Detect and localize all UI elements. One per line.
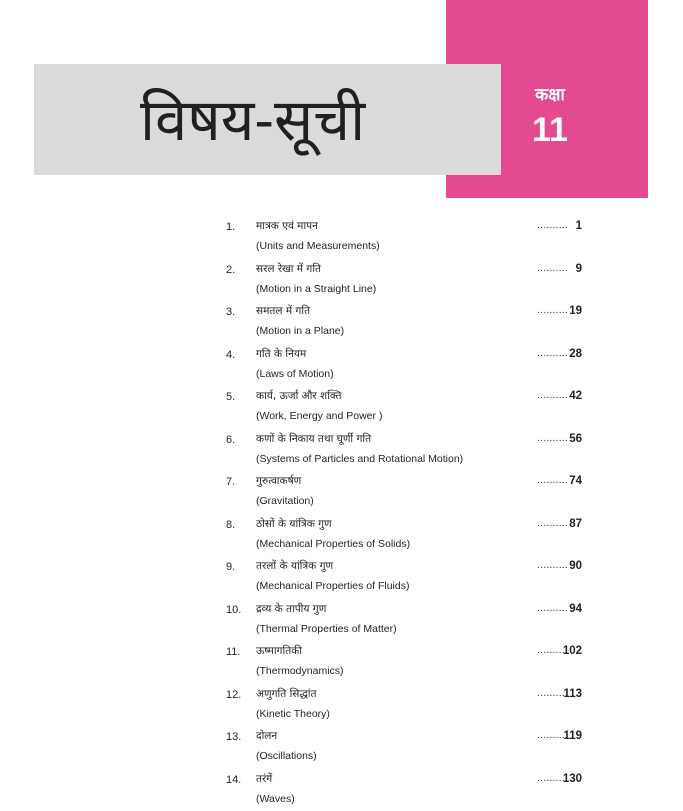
page-number: 56 — [556, 431, 582, 447]
toc-entry[interactable] — [226, 471, 596, 514]
toc-entry[interactable] — [226, 726, 596, 769]
dot-leader: .......... — [528, 643, 568, 659]
dot-leader: .......... — [528, 431, 568, 447]
chapter-title-hindi: अणुगति सिद्धांत — [256, 686, 516, 702]
chapter-title-english: (Thermal Properties of Matter) — [256, 622, 546, 636]
toc-entry[interactable] — [226, 556, 596, 599]
dot-leader: .......... — [528, 558, 568, 574]
chapter-number: 11. — [226, 644, 256, 660]
toc-entry[interactable] — [226, 301, 596, 344]
class-number: 11 — [510, 110, 590, 150]
toc-entry[interactable] — [226, 429, 596, 472]
page-title: विषय-सूची — [140, 72, 470, 168]
chapter-number: 13. — [226, 729, 256, 745]
chapter-number: 1. — [226, 219, 256, 235]
table-of-contents — [226, 216, 596, 811]
chapter-title-english: (Oscillations) — [256, 749, 546, 763]
dot-leader: .......... — [528, 473, 568, 489]
dot-leader: .......... — [528, 388, 568, 404]
chapter-title-hindi: कार्य, ऊर्जा और शक्ति — [256, 388, 516, 404]
chapter-title-english: (Work, Energy and Power ) — [256, 409, 546, 423]
chapter-title-hindi: कणों के निकाय तथा घूर्णी गति — [256, 431, 516, 447]
chapter-title-english: (Waves) — [256, 792, 546, 806]
chapter-number: 5. — [226, 389, 256, 405]
page-number: 74 — [556, 473, 582, 489]
class-label: कक्षा — [510, 84, 590, 106]
dot-leader: .......... — [528, 218, 568, 234]
chapter-title-english: (Laws of Motion) — [256, 367, 546, 381]
page-number: 94 — [556, 601, 582, 617]
chapter-title-english: (Kinetic Theory) — [256, 707, 546, 721]
page-number: 87 — [556, 516, 582, 532]
chapter-title-hindi: ठोसों के यांत्रिक गुण — [256, 516, 516, 532]
chapter-title-english: (Gravitation) — [256, 494, 546, 508]
chapter-number: 10. — [226, 602, 256, 618]
chapter-title-hindi: दोलन — [256, 728, 516, 744]
page-number: 102 — [556, 643, 582, 659]
dot-leader: .......... — [528, 303, 568, 319]
chapter-number: 6. — [226, 432, 256, 448]
toc-entry[interactable] — [226, 344, 596, 387]
chapter-title-english: (Motion in a Plane) — [256, 324, 546, 338]
chapter-title-english: (Motion in a Straight Line) — [256, 282, 546, 296]
chapter-title-english: (Units and Measurements) — [256, 239, 546, 253]
chapter-title-hindi: द्रव्य के तापीय गुण — [256, 601, 516, 617]
toc-entry[interactable] — [226, 769, 596, 811]
chapter-number: 12. — [226, 687, 256, 703]
chapter-title-hindi: तरलों के यांत्रिक गुण — [256, 558, 516, 574]
page-number: 1 — [556, 218, 582, 234]
page-number: 130 — [556, 771, 582, 787]
dot-leader: .......... — [528, 346, 568, 362]
dot-leader: .......... — [528, 771, 568, 787]
chapter-title-english: (Systems of Particles and Rotational Motion) — [256, 452, 546, 466]
page-number: 9 — [556, 261, 582, 277]
dot-leader: .......... — [528, 261, 568, 277]
page-number: 113 — [556, 686, 582, 702]
dot-leader: .......... — [528, 601, 568, 617]
toc-entry[interactable] — [226, 684, 596, 727]
toc-entry[interactable] — [226, 514, 596, 557]
chapter-title-hindi: गति के नियम — [256, 346, 516, 362]
chapter-title-hindi: समतल में गति — [256, 303, 516, 319]
chapter-title-english: (Mechanical Properties of Solids) — [256, 537, 546, 551]
toc-entry[interactable] — [226, 216, 596, 259]
toc-entry[interactable] — [226, 386, 596, 429]
chapter-title-english: (Mechanical Properties of Fluids) — [256, 579, 546, 593]
chapter-title-hindi: तरंगें — [256, 771, 516, 787]
chapter-title-hindi: गुरुत्वाकर्षण — [256, 473, 516, 489]
page-number: 19 — [556, 303, 582, 319]
page-number: 119 — [556, 728, 582, 744]
chapter-title-english: (Thermodynamics) — [256, 664, 546, 678]
chapter-number: 7. — [226, 474, 256, 490]
page-number: 42 — [556, 388, 582, 404]
chapter-title-hindi: सरल रेखा में गति — [256, 261, 516, 277]
dot-leader: .......... — [528, 728, 568, 744]
chapter-number: 8. — [226, 517, 256, 533]
chapter-number: 3. — [226, 304, 256, 320]
chapter-title-hindi: ऊष्मागतिकी — [256, 643, 516, 659]
dot-leader: .......... — [528, 686, 568, 702]
chapter-number: 4. — [226, 347, 256, 363]
toc-entry[interactable] — [226, 641, 596, 684]
chapter-number: 9. — [226, 559, 256, 575]
dot-leader: .......... — [528, 516, 568, 532]
toc-entry[interactable] — [226, 259, 596, 302]
chapter-title-hindi: मात्रक एवं मापन — [256, 218, 516, 234]
page-number: 28 — [556, 346, 582, 362]
toc-entry[interactable] — [226, 599, 596, 642]
chapter-number: 14. — [226, 772, 256, 788]
page-number: 90 — [556, 558, 582, 574]
chapter-number: 2. — [226, 262, 256, 278]
